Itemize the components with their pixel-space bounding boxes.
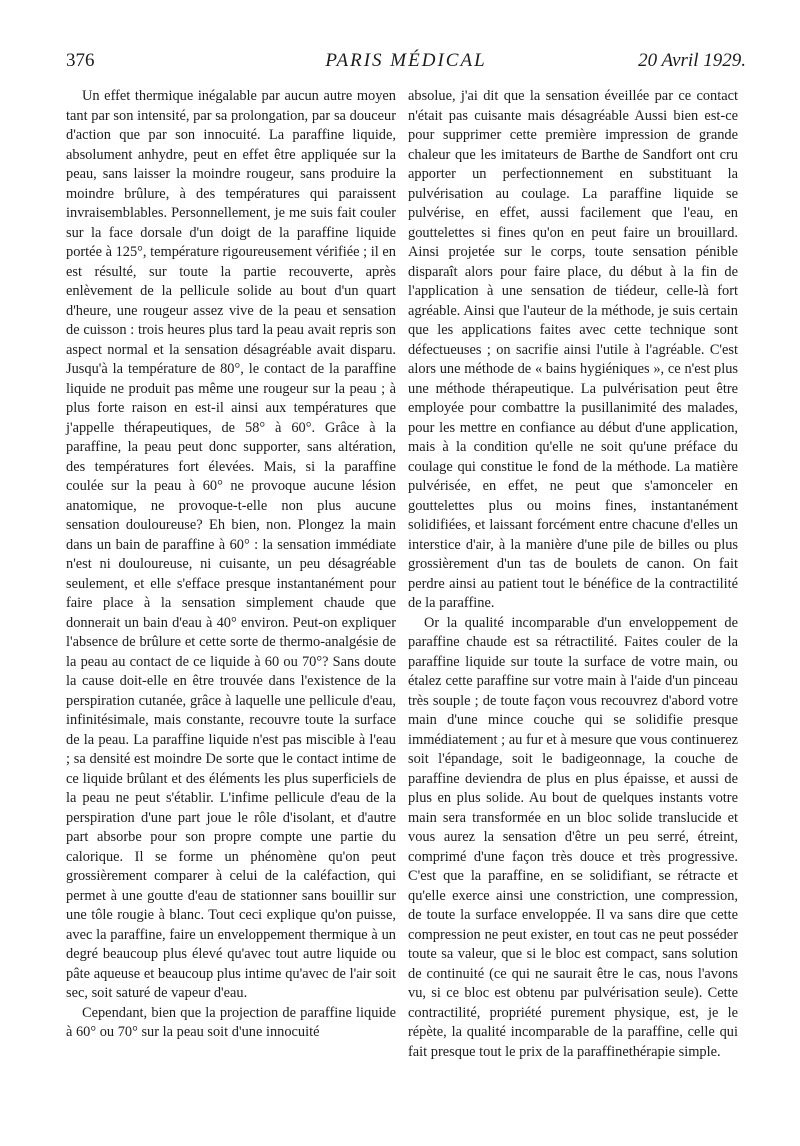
issue-date: 20 Avril 1929. xyxy=(638,50,746,71)
right-paragraph-1: absolue, j'ai dit que la sensation éveillée par ce contact n'était pas cuisante mais désagréable Aussi bien est-ce pour supprimer cette première impression de grande chaleur que les imitateurs de Barthe de Sandfort ont cru apporter un perfectionnement en substituant la pulvérisation au coulage. La paraffine liquide se pulvérise, en effet, aussi facilement que l'eau, en gouttelettes si fines qu'on en peut faire un brouillard. Ainsi projetée sur le corps, toute sensation pénible disparaît alors pour faire place, du début à la fin de l'application à une sensation de tiédeur, celle-là fort agréable. Ainsi que l'auteur de la méthode, je suis certain que les applications faites avec cette technique sont défectueuses ; on sacrifie ainsi l'utile à l'agréable. C'est alors une méthode de « bains hygiéniques », ce n'est plus une méthode thérapeutique. La pulvérisation peut être employée pour combattre la pusillanimité des malades, pour les mettre en confiance au début d'une application, mais à la condition qu'elle ne soit qu'une préface du coulage qui constitue le fond de la méthode. La matière pulvérisée, en effet, ne peut que s'amonceler en gouttelettes plus ou moins fines, instantanément solidifiées, et laissant forcément entre chacune d'elles un interstice d'air, à la manière d'une pile de billes ou plus grossièrement d'un tas de boulets de canon. On fait perdre ainsi au patient tout le bénéfice de la contractilité de la paraffine. xyxy=(408,88,738,611)
left-column xyxy=(66,87,396,1043)
right-paragraph-2: Or la qualité incomparable d'un enveloppement de paraffine chaude est sa rétractilité. Faites couler de la paraffine liquide sur toute la surface de votre main, ou étalez cette paraffine sur votre main à l'aide d'un pinceau très souple ; de toute façon vous recouvrez d'abord votre main d'une mince couche qui se solidifie presque immédiatement ; au fur et à mesure que vous continuerez soit l'épandage, soit le badigeonnage, la couche de paraffine deviendra de plus en plus épaisse, et aussi de plus en plus solide. Au bout de quelques instants votre main sera transformée en un bloc solide translucide et vous aurez la sensation d'être un peu serré, étreint, comprimé d'une façon très douce et très progressive. C'est que la paraffine, en se solidifiant, se rétracte et qu'elle exerce ainsi une constriction, une compression, de toute la surface enveloppée. Il va sans dire que cette compression ne peut exister, en tout cas ne peut posséder toute sa valeur, que si le bloc est compact, sans solution de continuité (ce qui ne saurait être le cas, nous l'avons vu, si ce bloc est obtenu par pulvérisation seule). Cette contractilité, propriété purement physique, est, je le répète, la qualité incomparable de la paraffine, celle qui fait presque tout le prix de la paraffinethérapie simple. xyxy=(408,614,738,1060)
left-paragraph-1: Un effet thermique inégalable par aucun autre moyen tant par son intensité, par sa prolongation, par sa douceur d'action que par son innocuité. La paraffine liquide, absolument anhydre, peut en effet être appliquée sur la peau, sans laisser la moindre rougeur, sans produire la moindre brûlure, à des températures qui paraissent invraisemblables. Personnellement, je me suis fait couler sur la face dorsale d'un doigt de la paraffine liquide portée à 125°, température rigoureusement vérifiée ; il en est résulté, sur toute la partie recouverte, après enlèvement de la pellicule solide au bout d'un quart d'heure, une rougeur assez vive de la peau et sensation de cuisson : trois heures plus tard la peau avait repris son aspect normal et la sensation désagréable avait disparu. Jusqu'à la température de 80°, le contact de la paraffine liquide ne produit pas même une rougeur sur la peau ; à plus forte raison en est-il ainsi aux températures que j'appelle thérapeutiques, de 58° à 60°. Grâce à la paraffine, la peau peut donc supporter, sans altération, des températures fort élevées. Mais, si la paraffine coulée sur la peau à 60° ne provoque aucune lésion anatomique, ne provoque-t-elle non plus aucune sensation douloureuse? Eh bien, non. Plongez la main dans un bain de paraffine à 60° : la sensation immédiate n'est ni douloureuse, ni cuisante, un peu désagréable seulement, et elle s'efface presque instantanément pour faire place à la sensation simplement chaude que donnerait un bain d'eau à 40° environ. Peut-on expliquer l'absence de brûlure et cette sorte de thermo-analgésie de la peau au contact de ce liquide à 60 ou 70°? Sans doute la cause doit-elle en être trouvée dans l'existence de la perspiration cutanée, grâce à laquelle une pellicule d'eau, infinitésimale, mais constante, recouvre toute la surface de la peau. La paraffine liquide n'est pas miscible à l'eau ; sa densité est moindre De sorte que le contact intime de ce liquide brûlant et des éléments les plus superficiels de la peau ne peut s'établir. L'infime pellicule d'eau de la perspiration d'une part joue le rôle d'isolant, et d'autre part absorbe pour son propre compte une partie du calorique. Il se forme un phénomène qu'on peut grossièrement comparer à celui de la caléfaction, qui permet à une goutte d'eau de stationner sans bouillir sur une tôle rougie à blanc. Tout ceci explique qu'on puisse, avec la paraffine, faire un enveloppement thermique à un degré beaucoup plus élevé qu'avec tout autre liquide ou pâte aqueuse et beaucoup plus intime qu'avec de l'air soit sec, soit saturé de vapeur d'eau. xyxy=(66,88,396,1001)
journal-title: PARIS MÉDICAL xyxy=(325,50,487,71)
right-column xyxy=(408,87,738,1062)
page-number: 376 xyxy=(66,50,95,71)
left-paragraph-2: Cependant, bien que la projection de paraffine liquide à 60° ou 70° sur la peau soit d'une innocuité xyxy=(66,1004,396,1040)
page-header xyxy=(66,50,746,80)
